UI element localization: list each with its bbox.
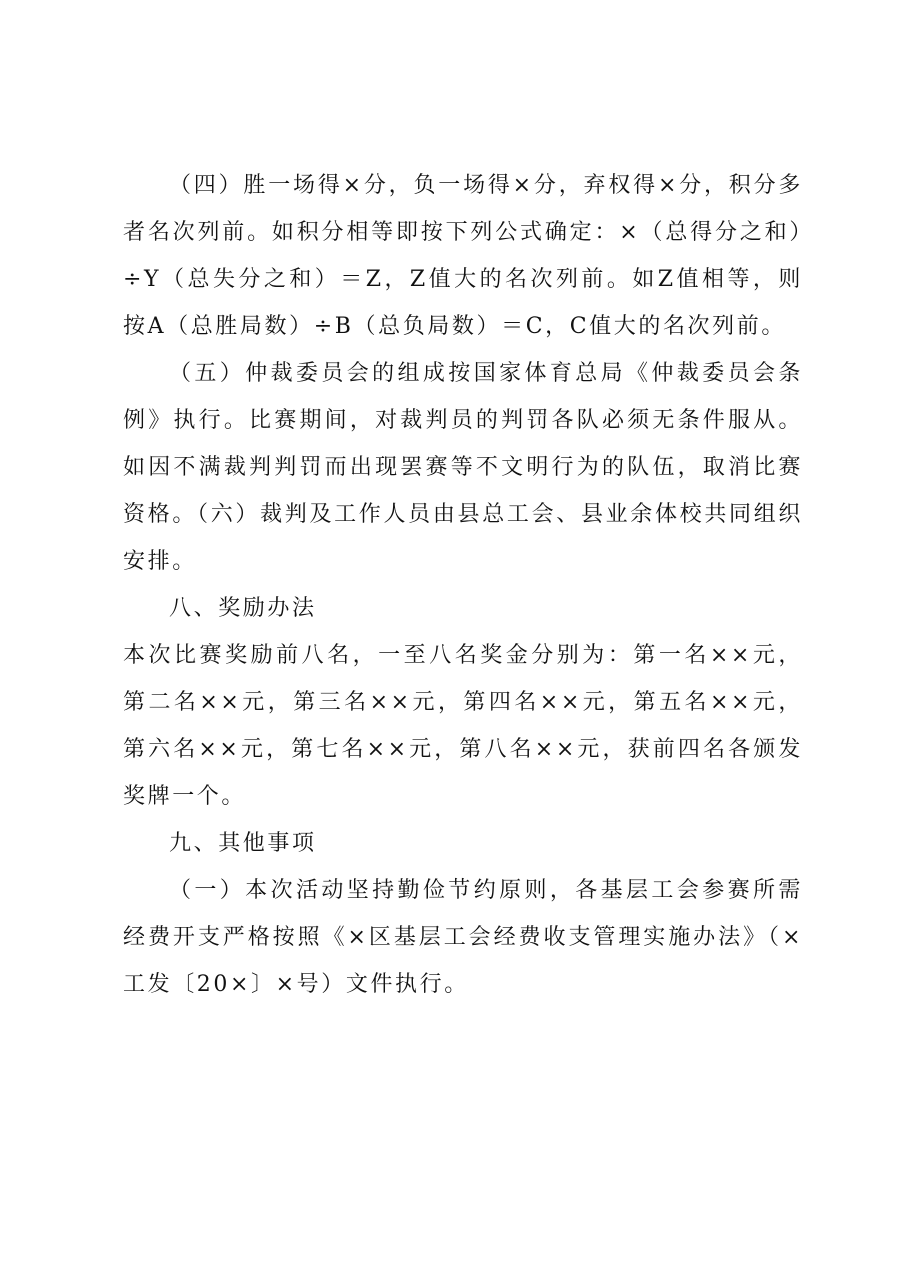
paragraph-arbitration: （五）仲裁委员会的组成按国家体育总局《仲裁委员会条例》执行。比赛期间，对裁判员的判罚各队必须无条件服从。如因不满裁判判罚而出现罢赛等不文明行为的队伍，取消比赛资格。（六）裁判及工作人员由县总工会、县业余体校共同组织安排。 bbox=[123, 361, 803, 574]
paragraph-awards: 本次比赛奖励前八名，一至八名奖金分别为：第一名××元，第二名××元，第三名××元，第四名××元，第五名××元，第六名××元，第七名××元，第八名××元，获前四名各颁发奖牌一个。 bbox=[123, 643, 803, 809]
section-heading-awards: 八、奖励办法 bbox=[169, 596, 317, 621]
paragraph-budget: （一）本次活动坚持勤俭节约原则，各基层工会参赛所需经费开支严格按照《×区基层工会经费收支管理实施办法》（×工发〔20×〕×号）文件执行。 bbox=[123, 878, 803, 997]
paragraph-scoring-rules: （四）胜一场得×分，负一场得×分，弃权得×分，积分多者名次列前。如积分相等即按下列公式确定：×（总得分之和）÷Y（总失分之和）＝Z，Z值大的名次列前。如Z值相等，则按A（总胜局数）÷B（总负局数）＝C，C值大的名次列前。 bbox=[123, 173, 803, 339]
section-heading-other-matters: 九、其他事项 bbox=[169, 831, 317, 856]
document-body bbox=[123, 162, 803, 1008]
